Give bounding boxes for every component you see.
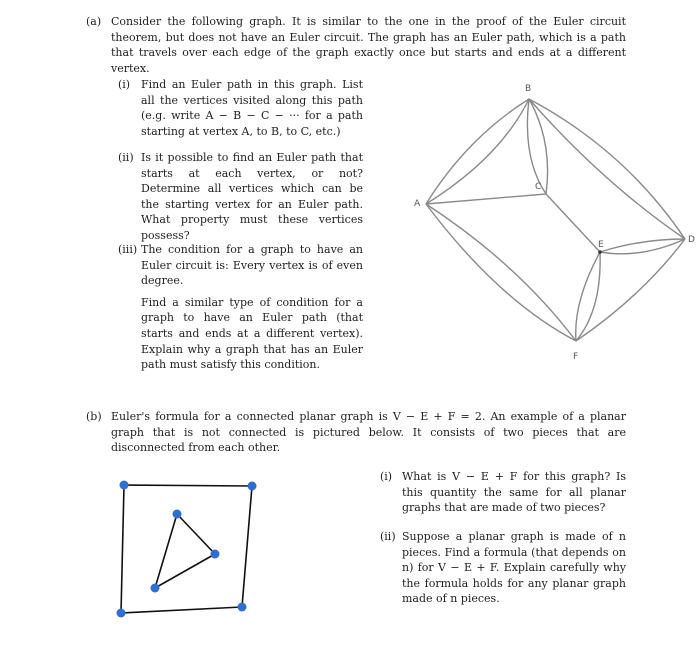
vertex-square-bottom-left <box>117 609 126 618</box>
part-b-intro-text: Euler's formula for a connected planar graph is V − E + F = 2. An example of a planar graph that is not connected is pictured below. It consists of two pieces that are disconnected from each other. <box>111 410 626 455</box>
question-text: What is V − E + F for this graph? Is this quantity the same for all planar graphs that are made of two pieces? <box>402 470 626 515</box>
vertex-label-e: E <box>598 240 604 250</box>
vertex-triangle-bottom <box>151 584 160 593</box>
vertex-label-d: D <box>688 235 695 245</box>
question-text: Is it possible to find an Euler path that starts at each vertex, or not? Determine all vertices which can be the starting vertex for an Euler path. What property must these vertices possess? <box>141 151 363 242</box>
vertex-square-top-right <box>248 482 257 491</box>
edge-square-top <box>124 485 252 486</box>
question-number: (ii) <box>118 151 134 164</box>
vertex-label-f: F <box>573 352 579 362</box>
edge-square-bottom <box>121 607 242 613</box>
vertex-triangle-right <box>211 550 220 559</box>
planar-graph-vertices <box>117 481 257 618</box>
vertex-label-c: C <box>535 182 542 192</box>
question-number: (ii) <box>380 530 396 543</box>
vertex-label-a: A <box>414 199 421 209</box>
part-a-intro-text: Consider the following graph. It is similar to the one in the proof of the Euler circuit theorem, but does not have an Euler circuit. The graph has an Euler path, which is a path that travels over each edge of the graph exactly once but starts and ends at a different vertex. <box>111 15 626 75</box>
question-number: (i) <box>380 470 393 483</box>
vertex-square-bottom-right <box>238 603 247 612</box>
vertex-label-b: B <box>525 84 532 94</box>
edge-square-left <box>121 485 124 613</box>
question-text: The condition for a graph to have an Euler circuit is: Every vertex is of even degree. <box>141 243 363 288</box>
question-text: Find an Euler path in this graph. List all the vertices visited along this path (e.g. write A − B − C − ··· for a path starting at vertex A, to B, to C, etc.) <box>141 78 363 138</box>
edge-triangle-1 <box>177 514 215 554</box>
part-a-label: (a) <box>86 15 102 28</box>
edge-square-right <box>242 486 252 607</box>
planar-graph-edges <box>121 485 252 613</box>
question-text: Suppose a planar graph is made of n pieces. Find a formula (that depends on n) for V − E + F. Explain carefully why the formula holds for any planar graph made of n pieces. <box>402 530 626 606</box>
vertex-square-top-left <box>120 481 129 490</box>
part-b-label: (b) <box>86 410 102 423</box>
vertex-triangle-top <box>173 510 182 519</box>
question-number: (i) <box>118 78 131 91</box>
question-number: (iii) <box>118 243 138 256</box>
question-text-2: Find a similar type of condition for a graph to have an Euler path (that starts and ends at a different vertex). Explain why a graph that has an Euler path must satisfy this condition. <box>141 295 363 372</box>
